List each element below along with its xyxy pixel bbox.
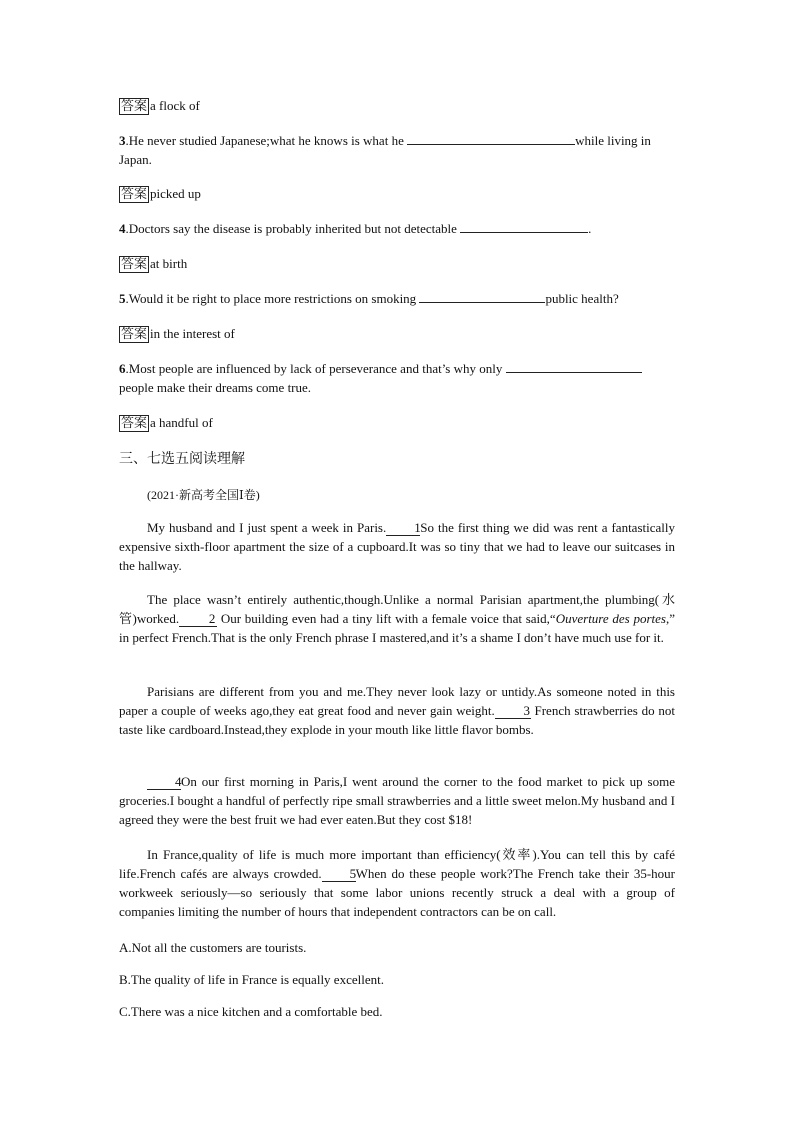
answer-line-5 xyxy=(119,324,675,343)
answer-line-2 xyxy=(119,96,675,115)
passage-blank-4: 4 xyxy=(147,774,181,790)
option-a: A.Not all the customers are tourists. xyxy=(119,940,307,955)
answer-text: at birth xyxy=(150,256,188,271)
answer-tag: 答案 xyxy=(121,257,148,272)
paragraph-text: On our first morning in Paris,I went around the corner to the food market to pick up some groceries.I bought a handful of perfectly ripe small strawberries and a little sweet melon.My husband and I agreed they were the best fruit we had ever eaten.But they cost $18! xyxy=(119,774,675,827)
fill-blank xyxy=(407,131,575,145)
passage-paragraph-1 xyxy=(119,518,675,575)
question-text-after: public health? xyxy=(545,291,619,306)
question-3 xyxy=(119,131,675,169)
passage-paragraph-5 xyxy=(119,845,675,921)
fill-blank xyxy=(419,289,545,303)
answer-text: in the interest of xyxy=(150,326,235,341)
question-6 xyxy=(119,359,675,397)
question-number: 4 xyxy=(119,221,126,236)
paragraph-text: Parisians are different from you and me.They never look lazy or untidy.As someone noted in this paper a couple of weeks ago,they eat great food and never gain weight. xyxy=(119,684,675,718)
question-5 xyxy=(119,289,675,308)
answer-text: a flock of xyxy=(150,98,200,113)
paragraph-text: ,” in perfect French.That is the only French phrase I mastered,and it’s a shame I don’t have much use for it. xyxy=(119,611,676,645)
answer-tag: 答案 xyxy=(121,187,148,202)
passage-blank-1: 1 xyxy=(386,520,420,536)
question-number: 6 xyxy=(119,361,126,376)
answer-tag: 答案 xyxy=(121,99,148,114)
question-text-before: .Doctors say the disease is probably inherited but not detectable xyxy=(125,221,461,236)
paragraph-text: French strawberries do not taste like cardboard.Instead,they explode in your mouth like little flavor bombs. xyxy=(119,703,675,737)
question-text-after: while living in Japan. xyxy=(119,133,651,167)
answer-line-6 xyxy=(119,413,675,432)
answer-tag: 答案 xyxy=(121,416,148,431)
passage-paragraph-3 xyxy=(119,682,675,739)
answer-tag: 答案 xyxy=(121,327,148,342)
paragraph-text: In France,quality of life is much more important than efficiency(效率).You can tell this by café life.French cafés are always crowded. xyxy=(119,847,675,881)
paragraph-text: When do these people work?The French take their 35-hour workweek seriously—so seriously that some labor unions recently struck a deal with a group of companies limiting the number of hours that independent contractors can be on call. xyxy=(119,866,675,919)
question-4 xyxy=(119,219,675,238)
question-text-before: .Would it be right to place more restrictions on smoking xyxy=(125,291,420,306)
option-c: C.There was a nice kitchen and a comfortable bed. xyxy=(119,1004,383,1019)
passage-blank-3: 3 xyxy=(495,703,531,719)
section-title: 三、七选五阅读理解 xyxy=(119,451,245,467)
passage-blank-5: 5 xyxy=(322,866,356,882)
passage-paragraph-2 xyxy=(119,590,675,647)
answer-line-3 xyxy=(119,184,675,203)
source-note: (2021·新高考全国Ⅰ卷) xyxy=(147,488,260,502)
paragraph-text: Our building even had a tiny lift with a female voice that said,“ xyxy=(220,611,556,626)
answer-line-4 xyxy=(119,254,675,273)
passage-blank-2: 2 xyxy=(179,611,217,627)
option-b: B.The quality of life in France is equally excellent. xyxy=(119,972,384,987)
question-number: 3 xyxy=(119,133,126,148)
paragraph-text: So the first thing we did was rent a fantastically expensive sixth-floor apartment the size of a cupboard.It was so tiny that we had to leave our suitcases in the hallway. xyxy=(119,520,675,573)
fill-blank xyxy=(506,359,642,373)
question-text-after: people make their dreams come true. xyxy=(119,380,312,395)
question-text-before: .Most people are influenced by lack of perseverance and that’s why only xyxy=(125,361,506,376)
question-number: 5 xyxy=(119,291,126,306)
question-text-before: .He never studied Japanese;what he knows is what he xyxy=(125,133,408,148)
answer-text: a handful of xyxy=(150,415,213,430)
paragraph-text: My husband and I just spent a week in Paris. xyxy=(147,520,387,535)
paragraph-text: The place wasn’t entirely authentic,though.Unlike a normal Parisian apartment,the plumbing(水管)worked. xyxy=(119,592,675,626)
passage-paragraph-4 xyxy=(119,772,675,829)
answer-text: picked up xyxy=(150,186,201,201)
french-phrase: Ouverture des portes xyxy=(555,611,666,626)
question-text-after: . xyxy=(588,221,592,236)
fill-blank xyxy=(460,219,588,233)
